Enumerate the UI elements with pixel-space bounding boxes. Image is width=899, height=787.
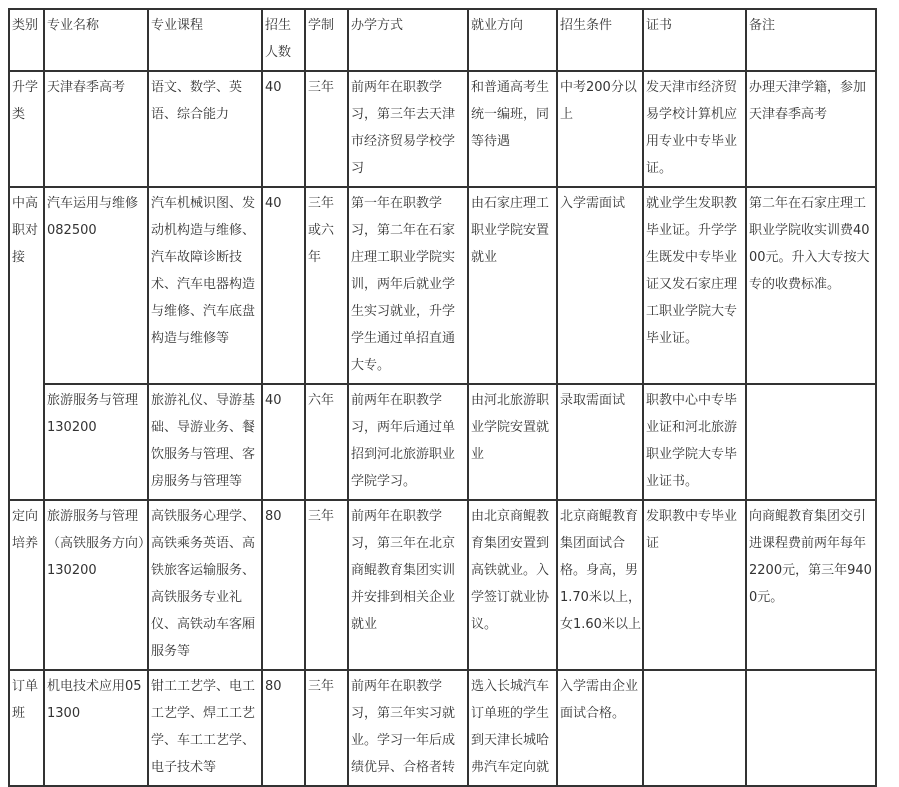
- cell-remarks: 第二年在石家庄理工职业学院收实训费4000元。升入大专按大专的收费标准。: [746, 187, 876, 384]
- cell-duration: 三年: [305, 500, 348, 670]
- cell-requirement: 中考200分以上: [557, 71, 643, 187]
- cell-duration: 六年: [305, 384, 348, 500]
- table-row-dingxiang: [9, 500, 876, 670]
- cell-enrollment: 80: [262, 500, 305, 670]
- cell-duration: 三年: [305, 71, 348, 187]
- cell-certificate: 职教中心中专毕业证和河北旅游职业学院大专毕业证书。: [643, 384, 746, 500]
- cell-category: 定向培养: [9, 500, 44, 670]
- cell-category: 升学类: [9, 71, 44, 187]
- cell-major: 汽车运用与维修082500: [44, 187, 148, 384]
- cell-requirement: 录取需面试: [557, 384, 643, 500]
- cell-enrollment: 40: [262, 187, 305, 384]
- cell-requirement: 入学需由企业面试合格。: [557, 670, 643, 786]
- header-category: 类别: [9, 9, 44, 71]
- cell-courses: 汽车机械识图、发动机构造与维修、汽车故障诊断技术、汽车电器构造与维修、汽车底盘构造与维修等: [148, 187, 262, 384]
- cell-major: 天津春季高考: [44, 71, 148, 187]
- table-header-row: [9, 9, 876, 71]
- header-major: 专业名称: [44, 9, 148, 71]
- cell-remarks: [746, 384, 876, 500]
- cell-major: 旅游服务与管理130200: [44, 384, 148, 500]
- cell-duration: 三年或六年: [305, 187, 348, 384]
- cell-employment: 和普通高考生统一编班，同等待遇: [468, 71, 557, 187]
- table-row-dingdan: [9, 670, 876, 786]
- cell-courses: 旅游礼仪、导游基础、导游业务、餐饮服务与管理、客房服务与管理等: [148, 384, 262, 500]
- header-courses: 专业课程: [148, 9, 262, 71]
- cell-certificate: 就业学生发职教毕业证。升学学生既发中专毕业证又发石家庄理工职业学院大专毕业证。: [643, 187, 746, 384]
- cell-certificate: 发天津市经济贸易学校计算机应用专业中专毕业证。: [643, 71, 746, 187]
- header-mode: 办学方式: [348, 9, 468, 71]
- cell-remarks: 向商鲲教育集团交引进课程费前两年每年2200元，第三年9400元。: [746, 500, 876, 670]
- cell-remarks: 办理天津学籍，参加天津春季高考: [746, 71, 876, 187]
- table-row-shengxue: [9, 71, 876, 187]
- cell-remarks: [746, 670, 876, 786]
- header-duration: 学制: [305, 9, 348, 71]
- cell-mode: 第一年在职教学习，第二年在石家庄理工职业学院实训，两年后就业学生实习就业，升学学生通过单招直通大专。: [348, 187, 468, 384]
- cell-mode: 前两年在职教学习，第三年在北京商鲲教育集团实训并安排到相关企业就业: [348, 500, 468, 670]
- cell-mode: 前两年在职教学习，第三年实习就业。学习一年后成绩优异、合格者转: [348, 670, 468, 786]
- cell-duration: 三年: [305, 670, 348, 786]
- cell-category: 中高职对接: [9, 187, 44, 500]
- cell-major: 机电技术应用051300: [44, 670, 148, 786]
- cell-certificate: 发职教中专毕业证: [643, 500, 746, 670]
- cell-category: 订单班: [9, 670, 44, 786]
- cell-courses: 高铁服务心理学、高铁乘务英语、高铁旅客运输服务、高铁服务专业礼仪、高铁动车客厢服务等: [148, 500, 262, 670]
- cell-certificate: [643, 670, 746, 786]
- enrollment-table: [8, 8, 877, 787]
- cell-enrollment: 80: [262, 670, 305, 786]
- header-enrollment: 招生人数: [262, 9, 305, 71]
- table-row-zhonggao-tour: [9, 384, 876, 500]
- cell-major: 旅游服务与管理（高铁服务方向）130200: [44, 500, 148, 670]
- header-certificate: 证书: [643, 9, 746, 71]
- header-remarks: 备注: [746, 9, 876, 71]
- table-row-zhonggao-auto: [9, 187, 876, 384]
- cell-enrollment: 40: [262, 384, 305, 500]
- cell-requirement: 北京商鲲教育集团面试合格。身高，男1.70米以上，女1.60米以上: [557, 500, 643, 670]
- header-employment: 就业方向: [468, 9, 557, 71]
- cell-employment: 由河北旅游职业学院安置就业: [468, 384, 557, 500]
- cell-employment: 选入长城汽车订单班的学生到天津长城哈弗汽车定向就: [468, 670, 557, 786]
- header-requirement: 招生条件: [557, 9, 643, 71]
- cell-courses: 钳工工艺学、电工工艺学、焊工工艺学、车工工艺学、电子技术等: [148, 670, 262, 786]
- cell-mode: 前两年在职教学习，第三年去天津市经济贸易学校学习: [348, 71, 468, 187]
- cell-enrollment: 40: [262, 71, 305, 187]
- cell-requirement: 入学需面试: [557, 187, 643, 384]
- cell-employment: 由北京商鲲教育集团安置到高铁就业。入学签订就业协议。: [468, 500, 557, 670]
- cell-courses: 语文、数学、英语、综合能力: [148, 71, 262, 187]
- cell-mode: 前两年在职教学习，两年后通过单招到河北旅游职业学院学习。: [348, 384, 468, 500]
- cell-employment: 由石家庄理工职业学院安置就业: [468, 187, 557, 384]
